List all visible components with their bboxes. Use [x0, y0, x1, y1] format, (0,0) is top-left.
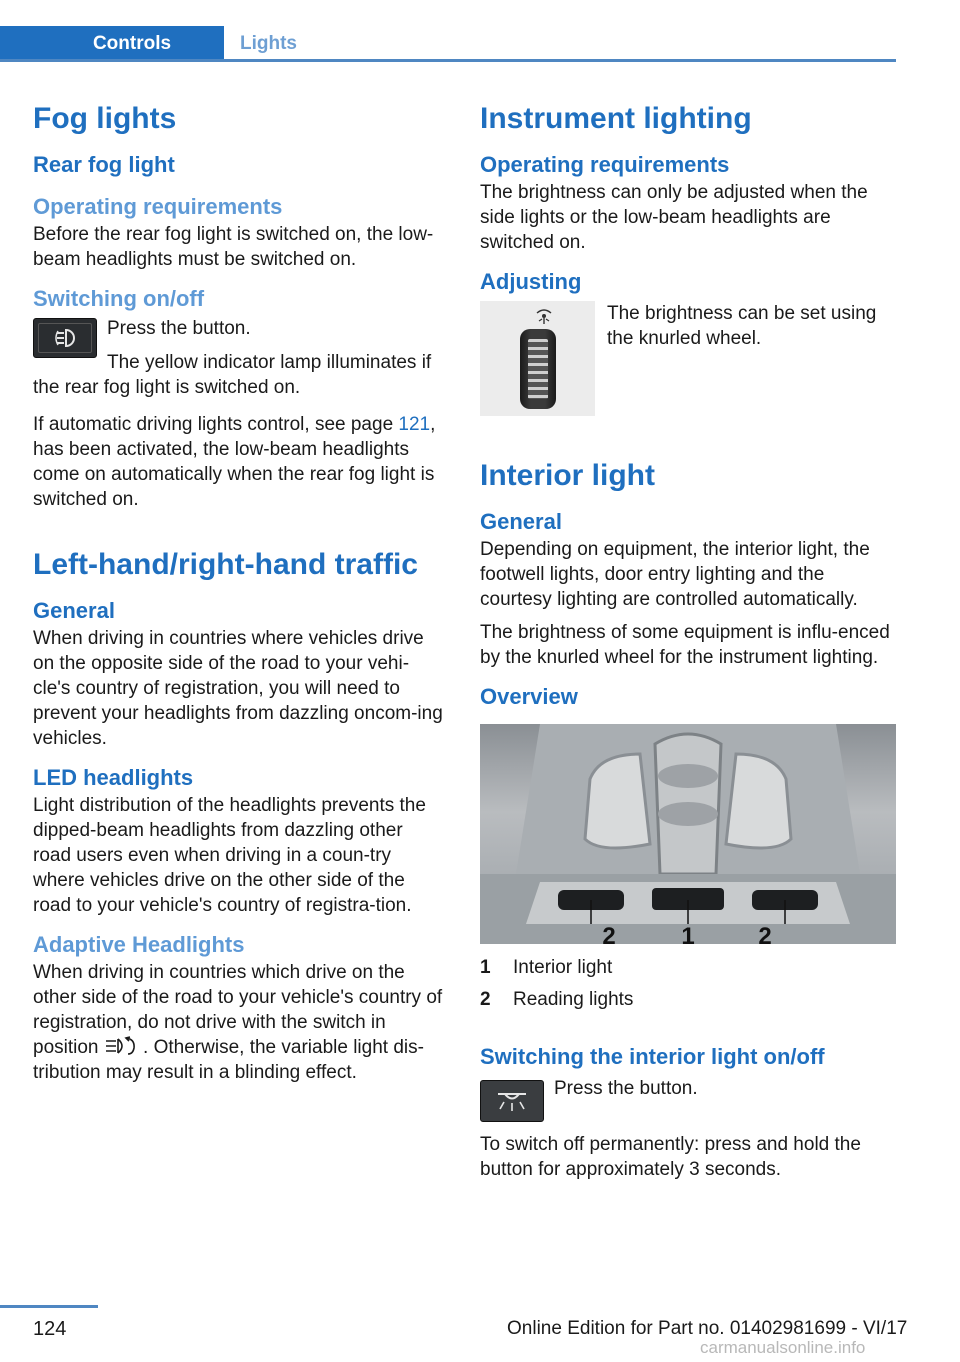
general-text-right-2: The brightness of some equipment is influ-enced by the knurled wheel for the instrument lighting.	[480, 622, 890, 668]
adjusting-text: The brightness can be set using the knurled wheel.	[607, 303, 877, 349]
adjusting-heading: Adjusting	[480, 269, 582, 294]
header-rule	[0, 59, 896, 62]
interior-switch-row	[480, 1076, 896, 1132]
interior-light-icon	[494, 1089, 530, 1113]
press-button-text: Press the button.	[107, 318, 251, 339]
overview-heading: Overview	[480, 684, 578, 709]
legend-text: Reading lights	[513, 989, 634, 1010]
instrument-lighting-heading: Instrument lighting	[480, 102, 752, 135]
tab-lights[interactable]	[240, 26, 297, 62]
operating-requirements-text-right: The brightness can only be adjusted when the side lights or the low-beam headlights are switched on.	[480, 182, 868, 253]
auto-lights-prefix: If automatic driving lights control, see page	[33, 414, 399, 435]
general-heading-right: General	[480, 509, 562, 534]
right-column	[480, 100, 896, 1182]
led-headlights-text: Light distribution of the headlights prevents the dipped-beam headlights from dazzling other road users even when driving in a coun-try where vehicles drive on the other side of the road to your vehicle's country of registra-tion.	[33, 795, 426, 916]
adaptive-headlights-text	[33, 960, 443, 1085]
interior-light-button-image	[480, 1080, 544, 1122]
page-number: 124	[33, 1318, 67, 1340]
auto-lights-text	[33, 412, 443, 512]
tab-lights-label: Lights	[240, 33, 297, 54]
adjusting-row	[480, 301, 896, 423]
page-121-link[interactable]: 121	[398, 414, 431, 435]
fog-switch-row	[33, 314, 443, 368]
adaptive-prefix: When driving in countries which drive on the other side of the road to your vehicle's country of registration, do not drive with the switch in position	[33, 962, 443, 1058]
knurled-wheel-image	[480, 301, 595, 416]
switching-on-off-heading: Switching on/off	[33, 286, 205, 311]
knurled-wheel	[520, 329, 556, 409]
tab-controls[interactable]	[0, 26, 224, 62]
legend-text: Interior light	[513, 957, 613, 978]
rear-fog-button-image	[33, 318, 97, 358]
switch-off-text: To switch off permanently: press and hold the button for approximately 3 seconds.	[480, 1134, 861, 1180]
tab-controls-label: Controls	[92, 33, 172, 54]
yellow-indicator-text: The yellow indicator lamp illuminates if the rear fog light is switched on.	[33, 352, 432, 398]
interior-light-overview-image	[480, 724, 896, 944]
page-header	[0, 26, 896, 62]
operating-requirements-heading-right: Operating requirements	[480, 152, 730, 177]
adaptive-headlights-heading: Adaptive Headlights	[33, 932, 245, 957]
interior-light-heading: Interior light	[480, 459, 655, 492]
list-item	[480, 952, 896, 984]
legend-number: 1	[480, 957, 491, 978]
legend-number: 2	[480, 989, 491, 1010]
operating-requirements-text: Before the rear fog light is switched on, the low-beam headlights must be switched on.	[33, 224, 434, 270]
edition-text: Online Edition for Part no. 01402981699 - VI/17	[507, 1318, 908, 1339]
instrument-brightness-icon	[534, 307, 554, 325]
rear-fog-light-icon	[54, 328, 78, 348]
watermark: carmanualsonline.info	[700, 1338, 866, 1357]
press-button-text-right: Press the button.	[554, 1078, 698, 1099]
callout-center: 1	[681, 923, 695, 944]
callout-right: 2	[758, 923, 772, 944]
list-item	[480, 984, 896, 1016]
footer-rule	[0, 1305, 98, 1308]
overview-legend	[480, 952, 896, 1016]
left-column	[33, 100, 443, 1085]
fog-lights-heading: Fog lights	[33, 102, 177, 135]
auto-lights-suffix: , has been activated, the low-beam headlights come on automatically when the rear fog light is switched on.	[33, 414, 436, 510]
led-headlights-heading: LED headlights	[33, 765, 194, 790]
overhead-console-drawing	[480, 724, 896, 944]
adaptive-suffix: . Otherwise, the variable light dis-tribution may result in a blinding effect.	[33, 1037, 424, 1083]
callout-left: 2	[602, 923, 616, 944]
traffic-heading: Left-hand/right-hand traffic	[33, 548, 418, 581]
general-text-left: When driving in countries where vehicles drive on the opposite side of the road to your vehi-cle's country of registration, you will need to prevent your headlights from dazzling oncom-ing vehicles.	[33, 628, 443, 749]
operating-requirements-heading: Operating requirements	[33, 194, 283, 219]
adaptive-headlight-icon	[104, 1036, 138, 1056]
rear-fog-light-heading: Rear fog light	[33, 152, 175, 177]
general-text-right-1: Depending on equipment, the interior light, the footwell lights, door entry lighting and the courtesy lighting are controlled automatically.	[480, 539, 870, 610]
general-heading-left: General	[33, 598, 115, 623]
switching-interior-heading: Switching the interior light on/off	[480, 1044, 825, 1069]
